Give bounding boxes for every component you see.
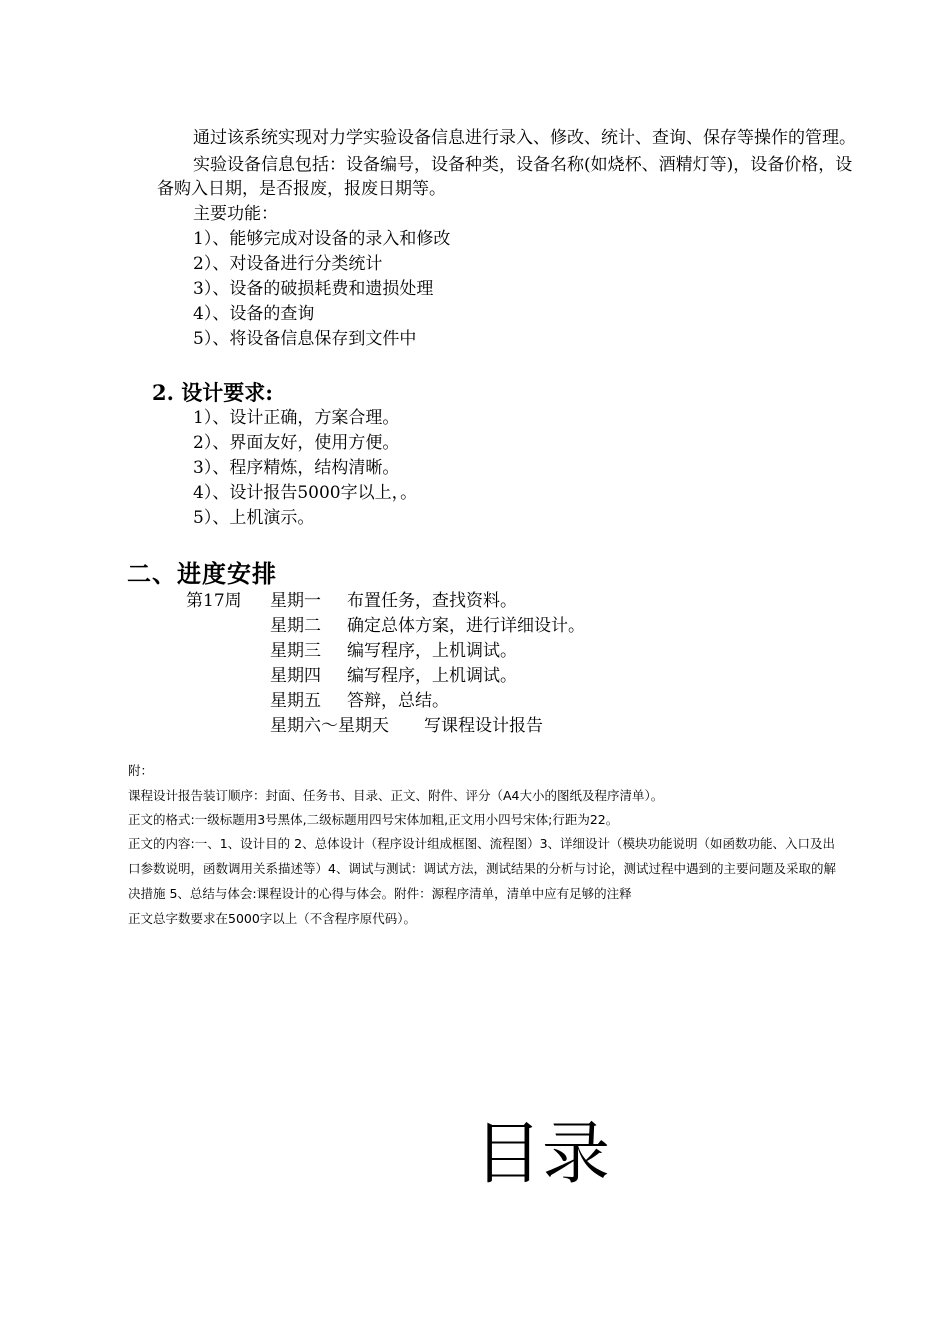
appendix-line: 决措施 5、总结与体会:课程设计的心得与体会。附件：源程序清单，清单中应有足够的注释 [128, 886, 632, 901]
design-item: 2）、界面友好，使用方便。 [193, 433, 400, 453]
design-item: 1）、设计正确，方案合理。 [193, 408, 400, 428]
intro-paragraph-2-line-1: 实验设备信息包括：设备编号，设备种类，设备名称(如烧杯、酒精灯等)，设备价格，设 [193, 155, 853, 175]
schedule-task: 答辩，总结。 [347, 691, 449, 711]
intro-paragraph-2-line-2: 备购入日期，是否报废，报废日期等。 [157, 179, 446, 199]
function-item: 3）、设备的破损耗费和遗损处理 [193, 279, 434, 299]
appendix-line: 正文总字数要求在5000字以上（不含程序原代码）。 [128, 911, 417, 926]
schedule-day: 星期三 [270, 641, 321, 661]
schedule-task: 编写程序，上机调试。 [347, 666, 517, 686]
appendix-line: 正文的内容:一、1、设计目的 2、总体设计（程序设计组成框图、流程图）3、详细设计（模块功能说明（如函数功能、入口及出 [128, 836, 836, 851]
schedule-task: 写课程设计报告 [424, 716, 543, 736]
schedule-day: 星期六～星期天 [270, 716, 389, 736]
intro-paragraph-1: 通过该系统实现对力学实验设备信息进行录入、修改、统计、查询、保存等操作的管理。 [193, 128, 856, 148]
function-item: 4）、设备的查询 [193, 304, 315, 324]
schedule-day: 星期一 [270, 591, 321, 611]
schedule-task: 编写程序，上机调试。 [347, 641, 517, 661]
function-item: 5）、将设备信息保存到文件中 [193, 329, 417, 349]
schedule-task: 布置任务，查找资料。 [347, 591, 517, 611]
appendix-label: 附： [128, 763, 154, 778]
design-item: 3）、程序精炼，结构清晰。 [193, 458, 400, 478]
appendix-line: 正文的格式:一级标题用3号黑体,二级标题用四号宋体加粗,正文用小四号宋体;行距为22。 [128, 812, 619, 827]
design-item: 5）、上机演示。 [193, 508, 315, 528]
function-item: 2）、对设备进行分类统计 [193, 254, 383, 274]
appendix-line: 课程设计报告装订顺序：封面、任务书、目录、正文、附件、评分（A4大小的图纸及程序清单）。 [128, 788, 664, 803]
function-item: 1）、能够完成对设备的录入和修改 [193, 229, 451, 249]
design-heading: 2. 设计要求: [152, 380, 273, 405]
schedule-week: 第17周 [186, 591, 242, 611]
functions-title: 主要功能： [193, 204, 278, 224]
design-item: 4）、设计报告5000字以上，。 [193, 483, 418, 503]
toc-title: 目录 [474, 1115, 611, 1194]
schedule-day: 星期四 [270, 666, 321, 686]
schedule-task: 确定总体方案，进行详细设计。 [347, 616, 585, 636]
schedule-day: 星期五 [270, 691, 321, 711]
schedule-day: 星期二 [270, 616, 321, 636]
appendix-line: 口参数说明，函数调用关系描述等）4、调试与测试：调试方法，测试结果的分析与讨论，测试过程中遇到的主要问题及采取的解 [128, 861, 836, 876]
schedule-heading: 二、进度安排 [127, 560, 277, 588]
